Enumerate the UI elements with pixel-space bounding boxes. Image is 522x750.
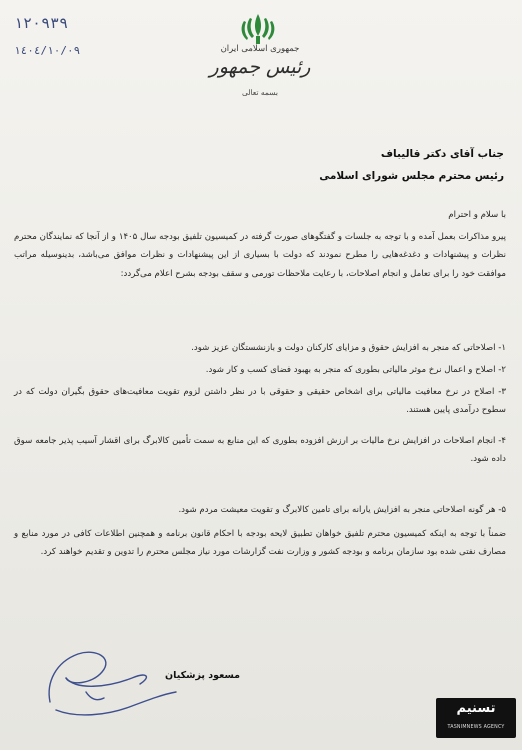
list-item: ۴- انجام اصلاحات در افزایش نرخ مالیات بر ارزش افزوده بطوری که این منابع به سمت تأمین کالابرگ برای اقشار آسیب پذیر جامعه سوق داده شود. xyxy=(14,436,506,465)
watermark-subtitle: TASNIMNEWS AGENCY xyxy=(447,725,505,730)
list-item: ۳- اصلاح در نرخ معافیت مالیاتی برای اشخاص حقیقی و حقوقی با در نظر داشتن لزوم تقویت معافیت‌های حقوق بگیران دولت که در سطوح درآمدی پایین هستند. xyxy=(14,387,506,416)
office-title: رئیس جمهور xyxy=(209,56,311,78)
list-item: ۱- اصلاحاتی که منجر به افزایش حقوق و مزایای کارکنان دولت و بازنشستگان عزیز شود. xyxy=(191,343,506,353)
closing-paragraph: ضمناً با توجه به اینکه کمیسیون محترم تلفیق خواهان تطبیق لایحه بودجه با احکام قانون برنامه و همچنین اطلاعات کافی در مورد منابع و مصارف نفتی شده بود سازمان برنامه و بودجه کشور و وزارت نفت گزارشات مورد نیاز مجلس محترم را تدوین و تقدیم خواهند کرد. xyxy=(14,529,506,558)
letter-number: ١٢٠٩٣٩ xyxy=(14,14,69,32)
greeting: با سلام و احترام xyxy=(448,210,506,220)
addressee-title: رئیس محترم مجلس شورای اسلامی xyxy=(319,170,504,182)
news-agency-watermark xyxy=(436,698,516,738)
signer-name: مسعود پزشکیان xyxy=(165,670,240,681)
invocation: بسمه تعالی xyxy=(241,88,279,97)
watermark-brand: تسنیم xyxy=(456,701,496,716)
org-country: جمهوری اسلامی ایران xyxy=(220,44,300,54)
addressee-name: جناب آقای دکتر قالیباف xyxy=(380,148,504,160)
iran-emblem-icon xyxy=(228,12,288,46)
intro-paragraph: پیرو مذاکرات بعمل آمده و با توجه به جلسات و گفتگوهای صورت گرفته در کمیسیون تلفیق بودجه سال ۱۴۰۵ و از آنجا که نمایندگان محترم نظرات و پیشنهادات و دغدغه‌هایی را مطرح نمودند که دولت با بسیاری از این پیشنهادات و نظرات موافق می‌باشد، بدینوسیله مراتب موافقت خود را برای تعامل و انجام اصلاحات، با رعایت ملاحظات تورمی و سقف بودجه بشرح اعلام می‌گردد: xyxy=(14,232,506,279)
list-item: ۵- هر گونه اصلاحاتی منجر به افزایش یارانه برای تامین کالابرگ و تقویت معیشت مردم شود. xyxy=(178,505,506,515)
list-item: ۲- اصلاح و اعمال نرخ موثر مالیاتی بطوری که منجر به بهبود فضای کسب و کار شود. xyxy=(205,365,506,375)
letter-date: ١٤٠٤/١٠/٠٩ xyxy=(14,44,81,57)
